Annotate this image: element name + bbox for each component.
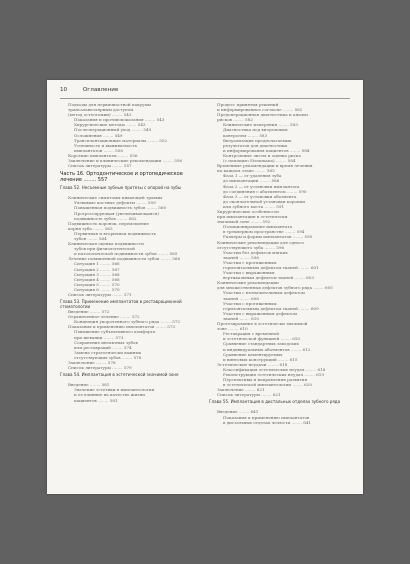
toc-entry: отсутствующих зубов ........ 576 <box>74 354 142 360</box>
toc-entry: Реконструкция эстетических неудач ........ 619 <box>223 371 324 377</box>
toc-entry: Подвижность коронок, перемещение <box>68 220 150 226</box>
toc-entry: Короткие имплантаты ........ 556 <box>68 152 138 158</box>
toc-entry: Клинические симптомы пикающей травмы <box>68 195 163 201</box>
toc-entry: Визуализация предполагаемых <box>223 137 292 143</box>
toc-entry: Заключение ........ 578 <box>68 360 116 366</box>
toc-entry: Показания к применению имплантатов <box>223 414 310 420</box>
toc-entry: Сравнение стандартных заводских <box>223 341 299 347</box>
page-title: Оглавление <box>82 87 119 93</box>
toc-entry: контролем ........ 583 <box>223 132 268 138</box>
toc-entry: Ситуация 4 ........ 568 <box>74 276 120 282</box>
toc-entry: Временные рекомендации и время лечения <box>217 163 313 169</box>
toc-entry: корня зуба ........ 563 <box>68 225 113 231</box>
toc-entry: в дистальных отделах челюсти ........ 641 <box>223 419 312 425</box>
toc-entry: Участки с выраженным дефектом <box>223 310 297 316</box>
toc-entry: зубов при физиологической <box>74 246 136 252</box>
toc-entry: результатов для диагностики <box>223 142 288 148</box>
toc-entry: Лечение повышенной подвижности зубов ........ 566 <box>68 256 181 262</box>
toc-entry: Клинические рекомендации <box>217 280 279 286</box>
toc-entry: для множественных дефектов зубного ряда ........ 605 <box>217 285 333 291</box>
toc-entry: Послеоперационный уход ........ 549 <box>74 127 152 133</box>
toc-entry: Хирургические особенности <box>217 208 279 214</box>
toc-entry: при жевании ........ 573 <box>74 334 124 340</box>
toc-column-left <box>60 102 203 403</box>
toc-entry: значимой зоне ........ 592 <box>217 219 271 225</box>
toc-entry: Прогрессирующая (увеличивающаяся) <box>74 210 159 216</box>
toc-entry: тканей ........ 610 <box>223 315 259 321</box>
toc-entry: Концепция укороченного зубного ряда ........ 572 <box>74 319 181 325</box>
toc-column-right <box>209 102 352 425</box>
toc-entry: Список литературы ........ 621 <box>217 392 281 398</box>
toc-entry: Протезирование в эстетически значимой <box>217 321 308 327</box>
toc-entry: Успешность и выживаемость <box>74 142 138 148</box>
toc-entry: Ситуация 1 ........ 566 <box>74 261 120 267</box>
toc-chapter-heading: Глава 54. Имплантация в эстетической значимой зоне <box>60 372 179 378</box>
toc-entry: на каждом этапе ........ 585 <box>217 168 275 174</box>
toc-entry: Список литературы ........ 571 <box>68 292 132 297</box>
toc-entry: до окончательной установки коронки <box>223 198 306 204</box>
toc-entry: Перспективы и направления развития <box>223 377 308 383</box>
toc-entry: и ее влияние на качество жизни <box>74 392 145 398</box>
toc-entry: Введение ........ 572 <box>68 309 110 315</box>
toc-entry: Ситуация 2 ........ 567 <box>74 266 120 272</box>
toc-chapter-heading: Глава 53. Применение имплантатов в реставрационной стоматологии <box>60 299 182 310</box>
toc-entry: до имплантации ........ 586 <box>223 178 280 184</box>
toc-entry: тканей ........ 606 <box>223 295 259 301</box>
toc-entry: Реставрация с временной <box>223 331 279 337</box>
toc-part-heading: Часть 16. Ортодонтическое и ортопедическое лечение ........ 557 <box>60 171 183 184</box>
toc-entry: Фаза 1 — от удаления зуба <box>223 173 282 179</box>
toc-entry: Позиционирование имплантата <box>223 224 293 230</box>
toc-entry: и эстетической функцией ........ 610 <box>223 336 301 342</box>
toc-entry: Первичная и вторичная подвижность <box>74 230 157 236</box>
toc-entry: Сохранение интактных зубов <box>74 339 138 345</box>
toc-entry: Показания и противопоказания ........ 543 <box>74 117 165 123</box>
toc-entry: вертикальным дефектом тканей ........ 603 <box>223 275 314 281</box>
toc-entry: Предоперационная диагностика и анализ <box>217 112 309 118</box>
toc-entry: и патологической подвижности зубов ........ 565 <box>74 251 178 257</box>
toc-entry: при имплантации в эстетически <box>217 214 288 220</box>
toc-entry: подвижность зубов ........ 562 <box>74 215 137 221</box>
toc-entry: зубов ........ 564 <box>74 235 107 241</box>
toc-entry: Значение эстетики в имплантологии <box>74 387 155 393</box>
toc-entry: Ситуация 3 ........ 568 <box>74 271 120 277</box>
toc-entry: Введение ........ 581 <box>68 382 110 388</box>
toc-entry: рисков ........ 582 <box>217 117 253 123</box>
toc-entry: зоне ........ 610 <box>217 326 248 332</box>
toc-entry: горизонтальным дефектом тканей ........ 609 <box>223 305 319 311</box>
toc-entry: и информирования пациентов ........ 584 <box>223 147 310 153</box>
toc-entry: Замена стратегически важных <box>74 349 142 355</box>
toc-entry: Ограниченное лечение ........ 572 <box>68 314 140 320</box>
toc-chapter-heading: Глава 52. Несъемные зубные протезы с опорой на зубы <box>60 185 182 191</box>
toc-entry: Повышение субъективного комфорта <box>74 329 156 335</box>
toc-entry: Фаза 2 — от установки имплантата <box>223 183 300 189</box>
toc-entry: Заключение и клинические рекомендации ........ 556 <box>68 158 183 164</box>
toc-entry: или зубного моста ........ 591 <box>223 203 285 209</box>
toc-entry: тканей ........ 596 <box>223 254 259 260</box>
toc-entry: Клинические измерения ........ 583 <box>223 122 298 128</box>
toc-entry: горизонтальным дефектом тканей ........ 601 <box>223 265 319 270</box>
toc-entry: до соединения с абатментом ........ 590 <box>223 188 307 194</box>
toc-entry: пациентов ........ 581 <box>74 397 118 403</box>
toc-entry: Эстетические неудачи ........ 618 <box>217 361 288 367</box>
toc-entry: Клиническая оценка подвижности <box>68 241 144 247</box>
toc-entry: Участки с выраженным <box>223 270 275 276</box>
toc-entry: в эстетической имплантологии ........ 620 <box>223 382 312 388</box>
toc-entry: в трехмерном пространстве ........ 594 <box>223 229 305 235</box>
toc-entry: отсутствующего зуба ........ 596 <box>217 244 285 250</box>
book-page <box>47 80 363 494</box>
toc-entry: Трансплантационные материалы ........ 552 <box>74 137 168 143</box>
toc-entry: Классификация эстетических неудач ........ 618 <box>223 366 326 372</box>
toc-entry: Диагностика под визуальным <box>223 127 288 133</box>
toc-entry: Заключение ........ 621 <box>217 387 265 393</box>
toc-entry: и информированное согласие ........ 582 <box>217 107 303 113</box>
toc-chapter-heading: Глава 55. Имплантация в дистальных отделах зубного ряда <box>209 399 341 405</box>
page-header <box>60 87 350 99</box>
toc-entry: Подходы для первичностной пакуумы <box>68 102 151 107</box>
toc-entry: Участки с незначительным дефектом <box>223 290 305 296</box>
toc-entry: (метод остеотомии) ........ 543 <box>68 112 132 118</box>
toc-entry: Ситуация 5 ........ 570 <box>74 281 120 287</box>
toc-entry: Список литературы ........ 579 <box>68 365 132 371</box>
toc-entry: Хирургические методы ........ 543 <box>74 122 146 128</box>
toc-entry: Список литературы ........ 557 <box>68 163 132 169</box>
toc-entry: трансальвеолярным доступом <box>68 107 134 113</box>
toc-entry: Клинические рекомендации для одного <box>217 239 304 245</box>
toc-entry: Фаза 3 — от установки абатмента <box>223 193 297 199</box>
toc-entry: Участки с протяженным <box>223 259 277 265</box>
toc-entry: Повышенная подвижность зубов ........ 560 <box>74 205 167 211</box>
toc-entry: (с помощью Straumann) ........ 584 <box>223 158 296 164</box>
toc-entry: Уязвимые костные дефекты ........ 559 <box>74 200 156 206</box>
toc-entry: Осложнения ........ 549 <box>74 132 123 138</box>
toc-entry: Участки с протяженным <box>223 300 277 306</box>
page-number: 10 <box>60 87 68 93</box>
toc-entry: Ситуация 6 ........ 570 <box>74 286 120 292</box>
toc-entry: Процесс принятия решений <box>217 102 279 107</box>
toc-entry: и индивидуальных абатментов ........ 612 <box>223 346 311 352</box>
toc-entry: имплантатов ........ 556 <box>74 147 123 153</box>
toc-entry: Введение ........ 641 <box>217 409 259 415</box>
toc-entry: Сравнение цементируемых <box>223 351 283 357</box>
toc-entry: Участки без дефектов мягких <box>223 249 288 255</box>
toc-entry: Размеры и формы имплантатов ........ 595 <box>223 234 313 240</box>
toc-entry: Контрольные листы и оценка риска <box>223 152 301 158</box>
toc-entry: и винтовых конструкций ........ 615 <box>223 356 298 362</box>
toc-entry: Показания к применению имплантатов ........ 573 <box>68 324 176 330</box>
toc-entry: или реставраций ........ 574 <box>74 344 132 350</box>
